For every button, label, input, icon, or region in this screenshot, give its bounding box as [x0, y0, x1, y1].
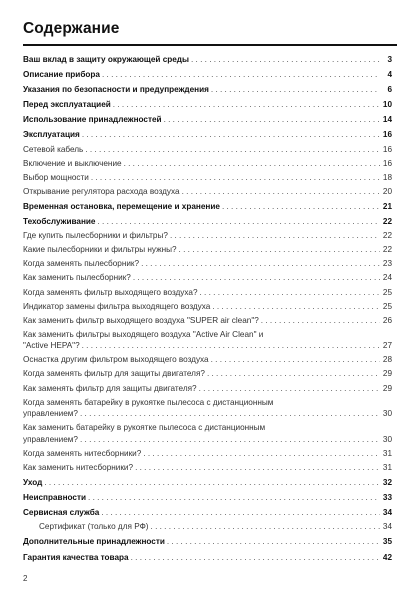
dot-leader [124, 158, 380, 170]
toc-entry-text: Техобслуживание [23, 217, 96, 227]
toc-entry[interactable] [23, 54, 392, 66]
toc-entry-page: 27 [382, 341, 392, 351]
toc-entry-page: 16 [382, 130, 392, 140]
dot-leader [211, 354, 380, 366]
toc-entry-text: Эксплуатация [23, 130, 80, 140]
dot-leader [151, 521, 380, 533]
toc-entry-page: 42 [382, 552, 392, 562]
toc-entry-text: Когда заменять нитесборники? [23, 448, 142, 458]
toc-entry-text: Где купить пылесборники и фильтры? [23, 231, 168, 241]
dot-leader [85, 144, 380, 156]
toc-entry-page: 4 [387, 70, 392, 80]
toc-entry-page: 3 [387, 55, 392, 64]
dot-leader [82, 129, 380, 141]
toc-entry[interactable] [23, 129, 392, 141]
toc-entry-text: Как заменить нитесборники? [23, 462, 134, 472]
toc-entry-text: Временная остановка, перемещение и хранение [23, 201, 220, 211]
title-divider [23, 44, 397, 46]
dot-leader [143, 448, 380, 460]
toc-entry-page: 34 [382, 522, 392, 532]
toc-entry[interactable] [23, 216, 392, 228]
toc-entry-page: 20 [382, 186, 392, 196]
dot-leader [80, 408, 380, 420]
toc-entry-text: Сервисная служба [23, 508, 100, 518]
dot-leader [88, 492, 380, 504]
toc-entry[interactable] [23, 434, 392, 446]
toc-entry-text: Выбор мощности [23, 172, 89, 182]
dot-leader [164, 114, 380, 126]
toc-entry-page: 29 [382, 369, 392, 379]
toc-entry[interactable] [23, 201, 392, 213]
dot-leader [98, 216, 381, 228]
toc-entry-page: 26 [382, 315, 392, 325]
dot-leader [182, 186, 380, 198]
toc-entry-text: Описание прибора [23, 70, 100, 80]
toc-entry-page: 31 [382, 462, 392, 472]
toc-entry[interactable] [23, 114, 392, 126]
toc-entry-text: Какие пылесборники и фильтры нужны? [23, 245, 177, 255]
toc-entry[interactable] [23, 244, 392, 256]
dot-leader [191, 54, 380, 66]
toc-entry-page: 30 [382, 434, 392, 444]
toc-entry-page: 22 [382, 217, 392, 227]
toc-entry-text: Как заменить пылесборник? [23, 273, 131, 283]
toc-entry-text: Уход [23, 478, 43, 488]
dot-leader [133, 272, 380, 284]
toc-entry-page: 31 [382, 448, 392, 458]
page-title: Содержание [23, 20, 120, 37]
dot-leader [44, 477, 380, 489]
toc-entry-text: Гарантия качества товара [23, 552, 129, 562]
toc-entry[interactable] [23, 84, 392, 96]
toc-entry-page: 22 [382, 231, 392, 241]
toc-entry-text: Когда заменять фильтр выходящего воздуха? [23, 287, 198, 297]
toc-entry-text: Как заменить батарейку в рукоятке пылесоса с дистанционным [23, 423, 266, 433]
dot-leader [80, 434, 380, 446]
dot-leader [261, 315, 380, 327]
toc-entry[interactable] [23, 315, 392, 327]
toc-entry[interactable] [23, 552, 392, 564]
dot-leader [207, 368, 380, 380]
toc-entry-page: 33 [382, 493, 392, 503]
toc-entry-text: Как заменять фильтр для защиты двигателя? [23, 383, 197, 393]
toc-entry-page: 25 [382, 287, 392, 297]
toc-entry[interactable] [23, 99, 392, 111]
toc-entry[interactable] [23, 477, 392, 489]
toc-entry-text: "Active HEPA"? [23, 341, 80, 351]
toc-entry[interactable] [23, 492, 392, 504]
toc-entry[interactable] [23, 287, 392, 299]
toc-entry-text: Ваш вклад в защиту окружающей среды [23, 55, 189, 64]
toc-entry-text: Перед эксплуатацией [23, 100, 111, 110]
dot-leader [222, 201, 380, 213]
dot-leader [91, 172, 380, 184]
dot-leader [113, 99, 380, 111]
page-number: 2 [23, 574, 28, 583]
toc-entry[interactable] [23, 354, 392, 366]
toc-entry[interactable] [23, 521, 392, 533]
toc-entry[interactable] [23, 272, 392, 284]
toc-entry-text: Сетевой кабель [23, 144, 84, 154]
toc-entry[interactable] [23, 258, 392, 270]
toc-entry-text: Когда заменять батарейку в рукоятке пылесоса с дистанционным [23, 397, 274, 407]
toc-entry-text: управлением? [23, 409, 78, 419]
toc-entry-page: 24 [382, 273, 392, 283]
toc-entry-page: 23 [382, 259, 392, 269]
dot-leader [167, 536, 380, 548]
toc-entry[interactable] [23, 340, 392, 352]
toc-entry[interactable] [23, 448, 392, 460]
toc-entry-text: Указания по безопасности и предупреждения [23, 85, 209, 95]
toc-entry-text: Сертификат (только для РФ) [39, 522, 149, 532]
toc-entry[interactable] [23, 186, 392, 198]
toc-entry[interactable] [23, 383, 392, 395]
dot-leader [102, 69, 380, 81]
toc-entry-text: Использование принадлежностей [23, 115, 162, 125]
toc-entry-text: Когда заменять пылесборник? [23, 259, 140, 269]
toc-entry-text: Индикатор замены фильтра выходящего воздуха [23, 301, 211, 311]
toc-entry-page: 28 [382, 355, 392, 365]
toc-entry-text: управлением? [23, 434, 78, 444]
dot-leader [135, 462, 380, 474]
toc-entry-page: 25 [382, 301, 392, 311]
dot-leader [141, 258, 380, 270]
toc-entry[interactable] [23, 536, 392, 548]
toc-entry-page: 14 [382, 115, 392, 125]
toc-entry-text: Оснастка другим фильтром выходящего воздуха [23, 355, 209, 365]
dot-leader [211, 84, 380, 96]
toc-entry-page: 32 [382, 478, 392, 488]
toc-entry[interactable] [23, 69, 392, 81]
table-of-contents [23, 54, 392, 563]
toc-entry-page: 30 [382, 409, 392, 419]
toc-entry-page: 35 [382, 537, 392, 547]
toc-entry[interactable] [23, 301, 392, 313]
dot-leader [212, 301, 380, 313]
toc-entry-page: 10 [382, 100, 392, 110]
toc-entry[interactable] [23, 462, 392, 474]
toc-entry-text: Дополнительные принадлежности [23, 537, 165, 547]
toc-entry-page: 18 [382, 172, 392, 182]
toc-entry[interactable] [23, 507, 392, 519]
dot-leader [101, 507, 380, 519]
dot-leader [179, 244, 380, 256]
toc-entry[interactable] [23, 408, 392, 420]
toc-entry[interactable] [23, 230, 392, 242]
toc-entry-text: Как заменить фильтр выходящего воздуха "SUPER air clean"? [23, 315, 259, 325]
toc-entry-page: 16 [382, 158, 392, 168]
toc-entry-text: Неисправности [23, 493, 87, 503]
toc-entry-page: 22 [382, 245, 392, 255]
dot-leader [170, 230, 380, 242]
toc-entry-text: Когда заменять фильтр для защиты двигателя? [23, 369, 205, 379]
dot-leader [131, 552, 380, 564]
toc-entry-page: 34 [382, 508, 392, 518]
toc-entry[interactable] [23, 368, 392, 380]
toc-entry-text: Открывание регулятора расхода воздуха [23, 186, 180, 196]
toc-entry[interactable] [23, 172, 392, 184]
dot-leader [199, 383, 380, 395]
toc-entry-page: 21 [382, 201, 392, 211]
toc-entry[interactable] [23, 144, 392, 156]
toc-entry[interactable] [23, 158, 392, 170]
toc-entry-page: 29 [382, 383, 392, 393]
toc-entry-page: 16 [382, 144, 392, 154]
toc-entry-page: 6 [387, 85, 392, 95]
dot-leader [82, 340, 380, 352]
toc-entry-text: Как заменить фильтры выходящего воздуха "Active Air Clean" и [23, 329, 264, 339]
dot-leader [200, 287, 381, 299]
toc-entry-text: Включение и выключение [23, 158, 122, 168]
